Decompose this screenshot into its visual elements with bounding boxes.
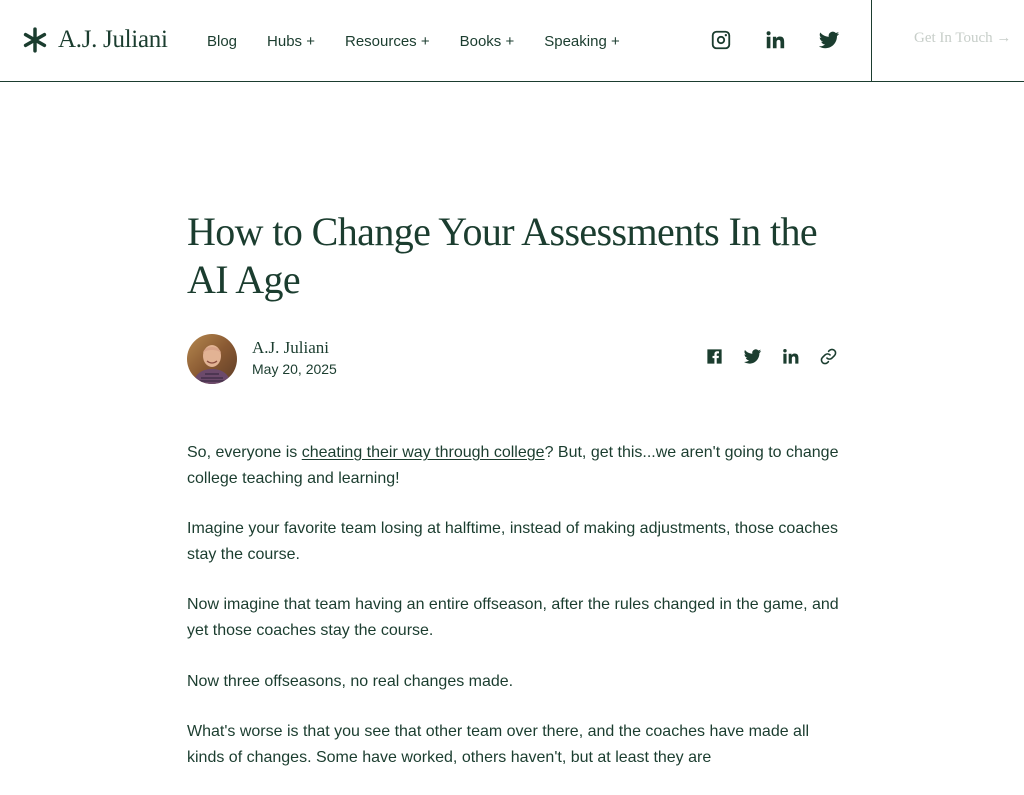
article-paragraph: Imagine your favorite team losing at halftime, instead of making adjustments, those coaches stay the course. <box>187 520 839 563</box>
share-facebook-button[interactable] <box>704 346 724 366</box>
nav-item-hubs[interactable]: Hubs + <box>267 32 315 50</box>
linkedin-icon <box>764 29 786 51</box>
instagram-link[interactable] <box>709 28 733 52</box>
site-logo[interactable] <box>22 24 168 56</box>
asterisk-icon <box>22 27 48 53</box>
article-paragraph: What's worse is that you see that other team over there, and the coaches have made all kinds of changes. Some have worked, others haven't, but at least they are <box>187 723 810 766</box>
author-avatar[interactable] <box>187 334 237 384</box>
logo-text: A.J. Juliani <box>58 26 168 53</box>
nav-item-blog[interactable]: Blog <box>207 32 238 50</box>
nav-item-speaking[interactable]: Speaking + <box>544 32 620 50</box>
link-icon <box>819 347 838 366</box>
share-twitter-button[interactable] <box>742 346 762 366</box>
post-date: May 20, 2025 <box>252 361 337 377</box>
facebook-icon <box>705 347 724 366</box>
copy-link-button[interactable] <box>818 346 838 366</box>
article-body <box>187 440 839 795</box>
instagram-icon <box>710 29 732 51</box>
twitter-icon <box>818 29 840 51</box>
twitter-link[interactable] <box>817 28 841 52</box>
article-paragraph: Now imagine that team having an entire offseason, after the rules changed in the game, and yet those coaches stay the course. <box>187 596 839 639</box>
site-header <box>0 0 1024 82</box>
linkedin-icon <box>781 347 800 366</box>
linkedin-link[interactable] <box>763 28 787 52</box>
twitter-icon <box>743 347 762 366</box>
article-title: How to Change Your Assessments In the AI Age <box>187 209 818 302</box>
header-divider <box>871 0 872 82</box>
share-linkedin-button[interactable] <box>780 346 800 366</box>
nav-item-resources[interactable]: Resources + <box>344 32 430 50</box>
author-name[interactable]: A.J. Juliani <box>252 338 329 357</box>
article-paragraph: Now three offseasons, no real changes made. <box>187 672 514 690</box>
main-nav <box>207 30 650 52</box>
nav-item-books[interactable]: Books + <box>459 32 515 50</box>
get-in-touch-button[interactable]: Get In Touch → <box>914 30 1012 46</box>
college-cheating-link[interactable]: cheating their way through college <box>301 444 545 461</box>
article-paragraph: So, everyone is cheating their way through college? But, get this...we aren't going to change college teaching and learning! <box>187 444 839 487</box>
